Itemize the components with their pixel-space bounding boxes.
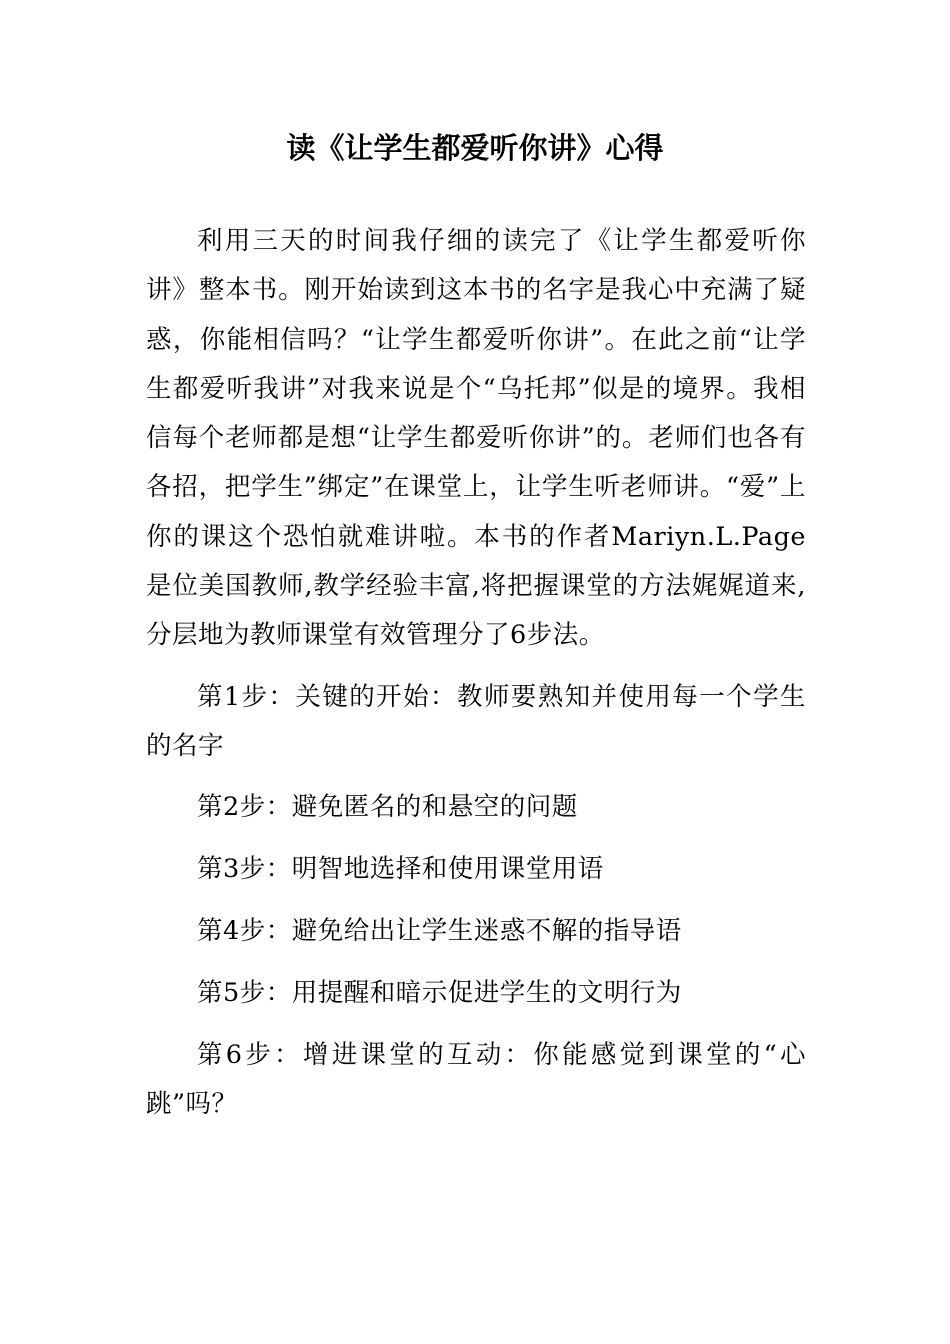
step-5-paragraph: 第5步：用提醒和暗示促进学生的文明行为	[197, 978, 682, 1008]
step-6-paragraph: 第6步：增进课堂的互动：你能感觉到课堂的“心跳”吗？	[146, 1040, 806, 1120]
step-2-paragraph: 第2步：避免匿名的和悬空的问题	[197, 792, 578, 822]
intro-paragraph: 利用三天的时间我仔细的读完了《让学生都爱听你讲》整本书。刚开始读到这本书的名字是我心中充满了疑惑，你能相信吗？“让学生都爱听你讲”。在此之前“让学生都爱听我讲”对我来说是个“乌托邦”似是的境界。我相信每个老师都是想“让学生都爱听你讲”的。老师们也各有各招，把学生”绑定”在课堂上，让学生听老师讲。“爱”上你的课这个恐怕就难讲啦。本书的作者Mariyn.L.Page是位美国教师,教学经验丰富,将把握课堂的方法娓娓道来,分层地为教师课堂有效管理分了6步法。	[146, 226, 806, 651]
step-1-paragraph: 第1步：关键的开始：教师要熟知并使用每一个学生的名字	[146, 682, 806, 762]
step-4-paragraph: 第4步：避免给出让学生迷惑不解的指导语	[197, 916, 682, 946]
step-3-paragraph: 第3步：明智地选择和使用课堂用语	[197, 854, 604, 884]
document-title: 读《让学生都爱听你讲》心得	[286, 131, 664, 165]
